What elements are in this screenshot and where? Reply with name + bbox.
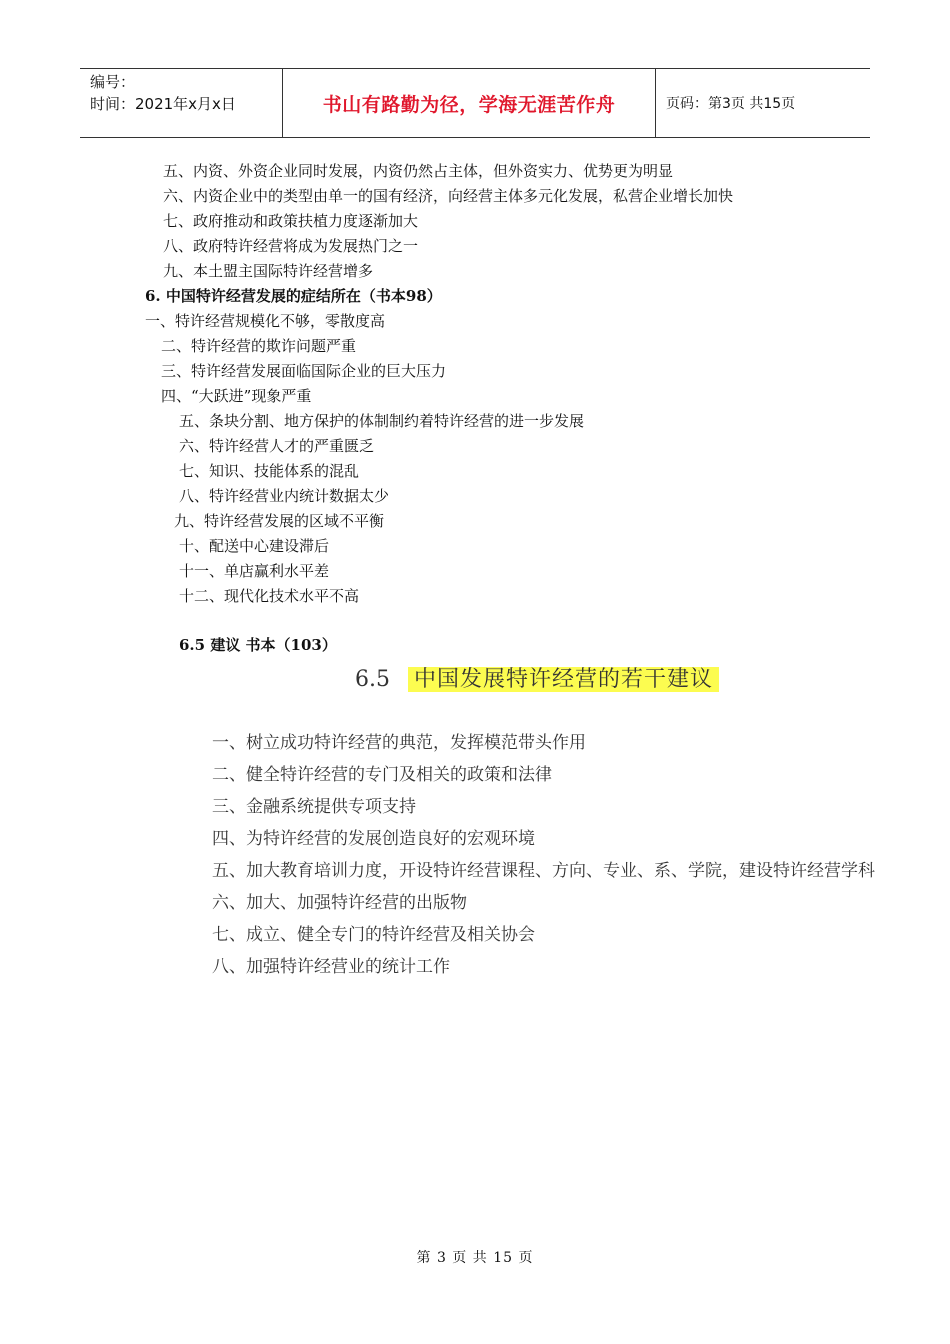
list-item: 七、知识、技能体系的混乱 [179,462,360,480]
list-item: 三、特许经营发展面临国际企业的巨大压力 [161,362,447,380]
list-item: 四、“大跃进”现象严重 [161,387,312,405]
header-motto-cell [282,69,656,137]
section-number: 6.5 [355,667,390,692]
suggestion-item: 二、健全特许经营的专门及相关的政策和法律 [212,765,552,785]
list-item: 一、特许经营规模化不够，零散度高 [145,312,386,330]
section-title-text: 中国发展特许经营的若干建议 [408,667,719,692]
list-item: 八、政府特许经营将成为发展热门之一 [163,237,419,255]
list-item: 十二、现代化技术水平不高 [179,587,360,605]
header-page-cell [656,69,870,137]
page-footer: 第 3 页 共 15 页 [416,1250,534,1266]
list-item: 六、特许经营人才的严重匮乏 [179,437,375,455]
list-item: 六、内资企业中的类型由单一的国有经济，向经营主体多元化发展，私营企业增长加快 [163,187,734,205]
suggestion-item: 三、金融系统提供专项支持 [212,797,416,817]
suggestion-item: 六、加大、加强特许经营的出版物 [212,893,467,913]
time-label: 时间：2021年x月x日 [90,95,236,113]
suggestion-item: 一、树立成功特许经营的典范，发挥模范带头作用 [212,733,586,753]
section-title [355,664,719,696]
list-item: 七、政府推动和政策扶植力度逐渐加大 [163,212,419,230]
list-item: 九、本土盟主国际特许经营增多 [163,262,374,280]
subsection-heading: 6.5 建议 书本（103） [179,636,337,654]
list-item: 九、特许经营发展的区域不平衡 [174,512,385,530]
suggestion-item: 八、加强特许经营业的统计工作 [212,957,450,977]
list-item: 十一、单店赢利水平差 [179,562,330,580]
list-item: 十、配送中心建设滞后 [179,537,330,555]
suggestion-item: 五、加大教育培训力度，开设特许经营课程、方向、专业、系、学院，建设特许经营学科 [212,861,875,881]
list-item: 二、特许经营的欺诈问题严重 [161,337,357,355]
list-item: 八、特许经营业内统计数据太少 [179,487,390,505]
suggestion-item: 七、成立、健全专门的特许经营及相关协会 [212,925,535,945]
page-header [80,68,870,138]
suggestion-item: 四、为特许经营的发展创造良好的宏观环境 [212,829,535,849]
number-label: 编号： [90,73,136,91]
page-label: 页码：第3页 共15页 [666,96,796,112]
section-heading: 6. 中国特许经营发展的症结所在（书本98） [145,287,442,305]
header-meta [80,69,282,137]
list-item: 五、条块分割、地方保护的体制制约着特许经营的进一步发展 [179,412,585,430]
motto: 书山有路勤为径，学海无涯苦作舟 [322,93,616,116]
list-item: 五、内资、外资企业同时发展，内资仍然占主体，但外资实力、优势更为明显 [163,162,674,180]
